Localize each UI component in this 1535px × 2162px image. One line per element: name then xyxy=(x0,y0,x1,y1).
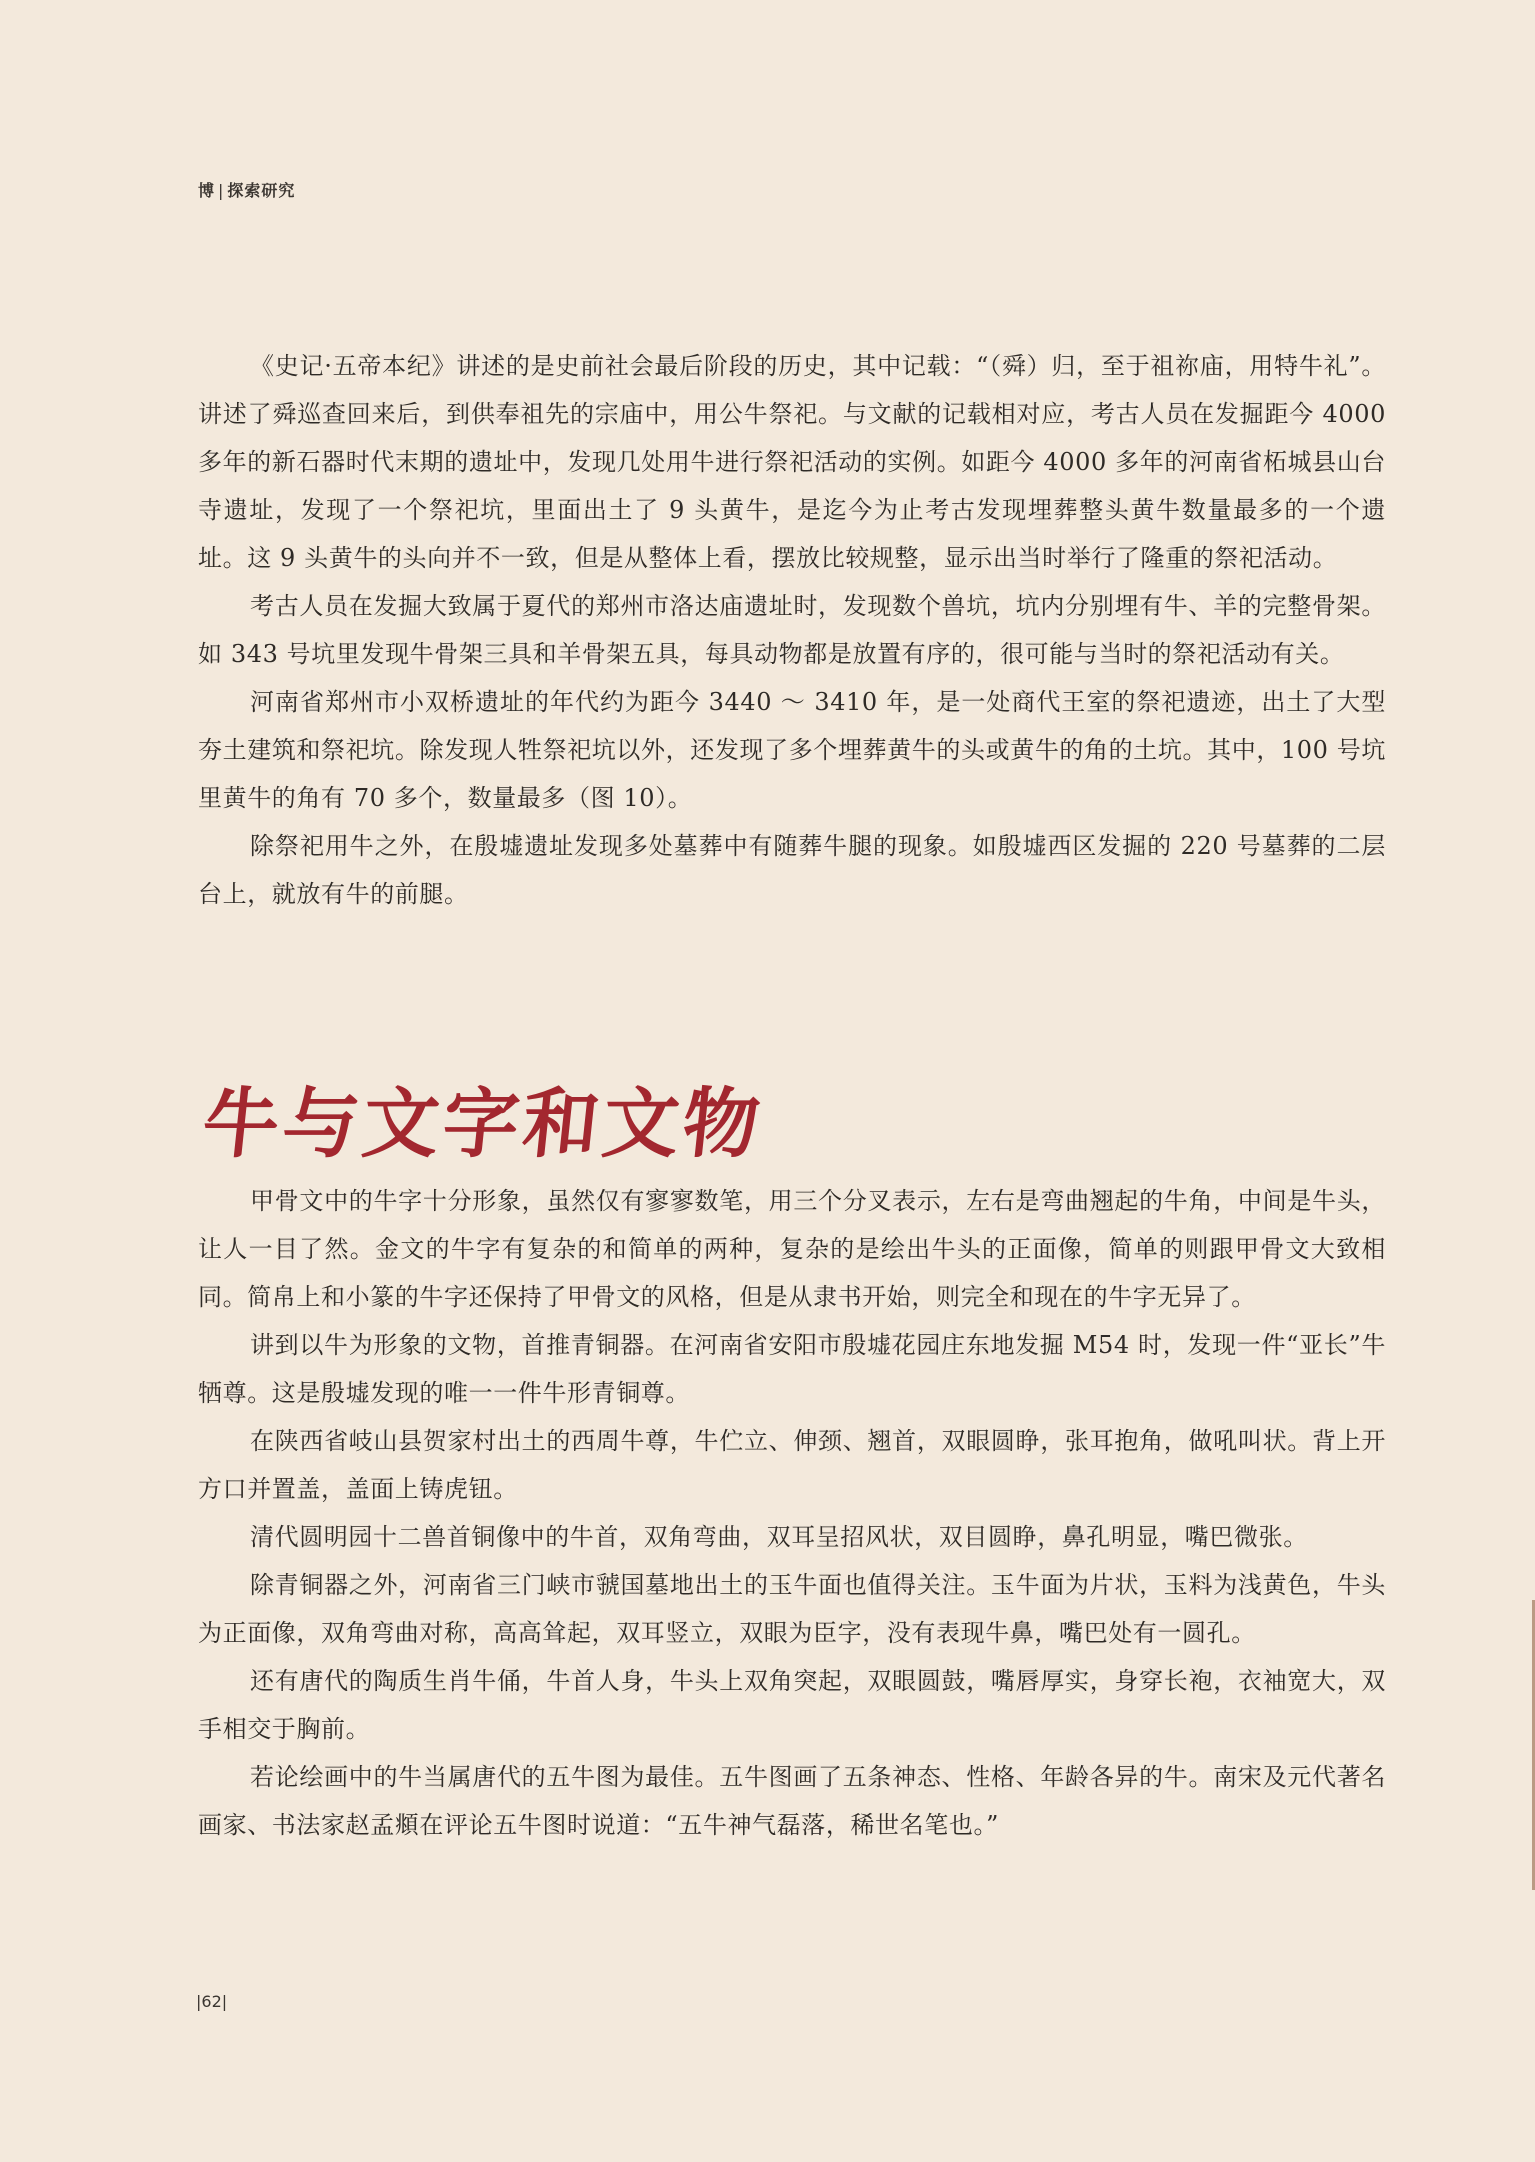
paragraph: 还有唐代的陶质生肖牛俑，牛首人身，牛头上双角突起，双眼圆鼓，嘴唇厚实，身穿长袍，衣袖宽大，双手相交于胸前。 xyxy=(198,1667,1386,1743)
paragraph: 甲骨文中的牛字十分形象，虽然仅有寥寥数笔，用三个分叉表示，左右是弯曲翘起的牛角，中间是牛头，让人一目了然。金文的牛字有复杂的和简单的两种，复杂的是绘出牛头的正面像，简单的则跟甲骨文大致相同。简帛上和小篆的牛字还保持了甲骨文的风格，但是从隶书开始，则完全和现在的牛字无异了。 xyxy=(198,1187,1386,1311)
header-separator: | xyxy=(218,181,225,200)
paragraph: 除祭祀用牛之外，在殷墟遗址发现多处墓葬中有随葬牛腿的现象。如殷墟西区发掘的 220 号墓葬的二层台上，就放有牛的前腿。 xyxy=(198,832,1386,908)
section-label: 探索研究 xyxy=(227,181,296,200)
paragraph: 清代圆明园十二兽首铜像中的牛首，双角弯曲，双耳呈招风状，双目圆睁，鼻孔明显，嘴巴微张。 xyxy=(250,1523,1308,1551)
intro-text-block xyxy=(198,342,1386,918)
paragraph: 《史记·五帝本纪》讲述的是史前社会最后阶段的历史，其中记载：“（舜）归，至于祖祢庙，用特牛礼”。讲述了舜巡查回来后，到供奉祖先的宗庙中，用公牛祭祀。与文献的记载相对应，考古人员在发掘距今 4000 多年的新石器时代末期的遗址中，发现几处用牛进行祭祀活动的实例。如距今 4000 多年的河南省柘城县山台寺遗址，发现了一个祭祀坑，里面出土了 9 头黄牛，是迄今为止考古发现埋葬整头黄牛数量最多的一个遗址。这 9 头黄牛的头向并不一致，但是从整体上看，摆放比较规整，显示出当时举行了隆重的祭祀活动。 xyxy=(198,352,1386,572)
paragraph: 考古人员在发掘大致属于夏代的郑州市洛达庙遗址时，发现数个兽坑，坑内分别埋有牛、羊的完整骨架。如 343 号坑里发现牛骨架三具和羊骨架五具，每具动物都是放置有序的，很可能与当时的祭祀活动有关。 xyxy=(198,592,1386,668)
section-text-block xyxy=(198,1177,1386,1849)
section-heading: 牛与文字和文物 xyxy=(198,1079,768,1168)
journal-logo: 博 xyxy=(198,181,216,200)
paragraph: 在陕西省岐山县贺家村出土的西周牛尊，牛伫立、伸颈、翘首，双眼圆睁，张耳抱角，做吼叫状。背上开方口并置盖，盖面上铸虎钮。 xyxy=(198,1427,1386,1503)
paragraph: 若论绘画中的牛当属唐代的五牛图为最佳。五牛图画了五条神态、性格、年龄各异的牛。南宋及元代著名画家、书法家赵孟頫在评论五牛图时说道：“五牛神气磊落，稀世名笔也。” xyxy=(198,1763,1386,1839)
page-number: |62| xyxy=(196,1992,228,2011)
running-header xyxy=(198,178,295,201)
paragraph: 除青铜器之外，河南省三门峡市虢国墓地出土的玉牛面也值得关注。玉牛面为片状，玉料为浅黄色，牛头为正面像，双角弯曲对称，高高耸起，双耳竖立，双眼为臣字，没有表现牛鼻，嘴巴处有一圆孔。 xyxy=(198,1571,1386,1647)
paragraph: 河南省郑州市小双桥遗址的年代约为距今 3440 ～ 3410 年，是一处商代王室的祭祀遗迹，出土了大型夯土建筑和祭祀坑。除发现人牲祭祀坑以外，还发现了多个埋葬黄牛的头或黄牛的角的土坑。其中，100 号坑里黄牛的角有 70 多个，数量最多（图 10）。 xyxy=(198,688,1386,812)
paragraph: 讲到以牛为形象的文物，首推青铜器。在河南省安阳市殷墟花园庄东地发掘 M54 时，发现一件“亚长”牛牺尊。这是殷墟发现的唯一一件牛形青铜尊。 xyxy=(198,1331,1386,1407)
